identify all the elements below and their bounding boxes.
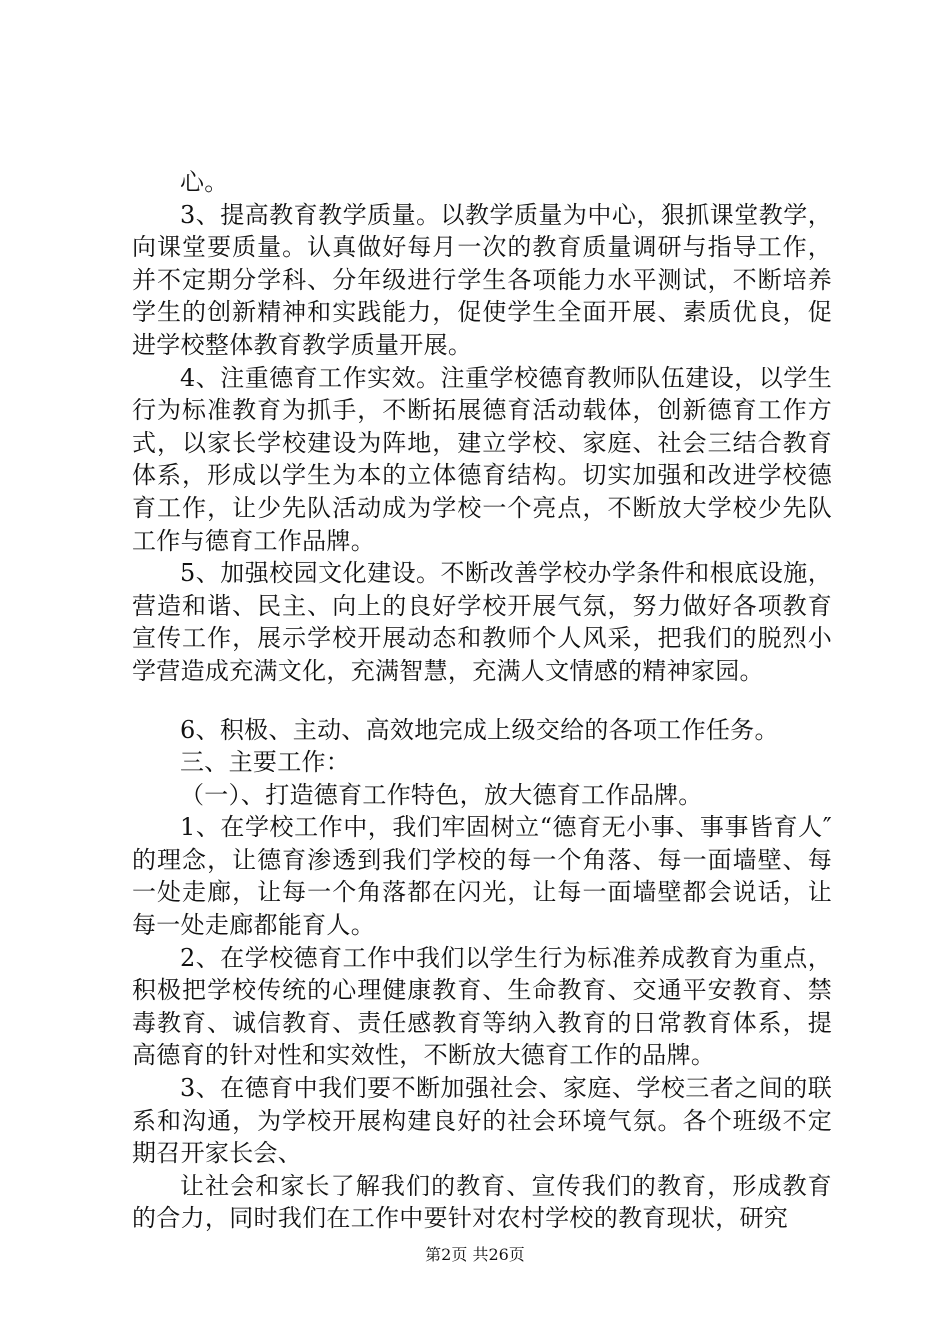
paragraph-item-5: 5、加强校园文化建设。不断改善学校办学条件和根底设施，营造和谐、民主、向上的良好学校开展气氛，努力做好各项教育宣传工作，展示学校开展动态和教师个人风采，把我们的脱烈小学营造成充满文化，充满智慧，充满人文情感的精神家园。	[132, 559, 832, 685]
paragraph-moral-1: 1、在学校工作中，我们牢固树立“德育无小事、事事皆育人″的理念，让德育渗透到我们学校的每一个角落、每一面墙壁、每一处走廊，让每一个角落都在闪光，让每一面墙壁都会说话，让每一处走廊都能育人。	[132, 813, 832, 940]
paragraph-item-4: 4、注重德育工作实效。注重学校德育教师队伍建设，以学生行为标准教育为抓手，不断拓展德育活动载体，创新德育工作方式，以家长学校建设为阵地，建立学校、家庭、社会三结合教育体系，形成以学生为本的立体德育结构。切实加强和改进学校德育工作，让少先队活动成为学校一个亮点，不断放大学校少先队工作与德育工作品牌。	[132, 363, 832, 555]
section-heading-main-work: 三、主要工作：	[180, 748, 351, 777]
page-footer: 第2页 共26页	[425, 1245, 525, 1264]
document-body	[132, 166, 832, 1235]
paragraph-item-3: 3、提高教育教学质量。以教学质量为中心，狠抓课堂教学，向课堂要质量。认真做好每月一次的教育质量调研与指导工作，并不定期分学科、分年级进行学生各项能力水平测试，不断培养学生的创新精神和实践能力，促使学生全面开展、素质优良，促进学校整体教育教学质量开展。	[132, 200, 832, 359]
paragraph-item-6: 6、积极、主动、高效地完成上级交给的各项工作任务。	[180, 715, 779, 744]
paragraph-continuation: 心。	[180, 168, 229, 196]
paragraph-moral-2: 2、在学校德育工作中我们以学生行为标准养成教育为重点，积极把学校传统的心理健康教育、生命教育、交通平安教育、禁毒教育、诚信教育、责任感教育等纳入教育的日常教育体系，提高德育的针对性和实效性，不断放大德育工作的品牌。	[132, 943, 832, 1070]
subsection-heading-1: （一）、打造德育工作特色，放大德育工作品牌。	[180, 780, 703, 809]
paragraph-moral-3: 3、在德育中我们要不断加强社会、家庭、学校三者之间的联系和沟通，为学校开展构建良好的社会环境气氛。各个班级不定期召开家长会、	[132, 1074, 832, 1168]
paragraph-moral-3-continued: 让社会和家长了解我们的教育、宣传我们的教育，形成教育的合力，同时我们在工作中要针对农村学校的教育现状，研究	[132, 1171, 832, 1233]
